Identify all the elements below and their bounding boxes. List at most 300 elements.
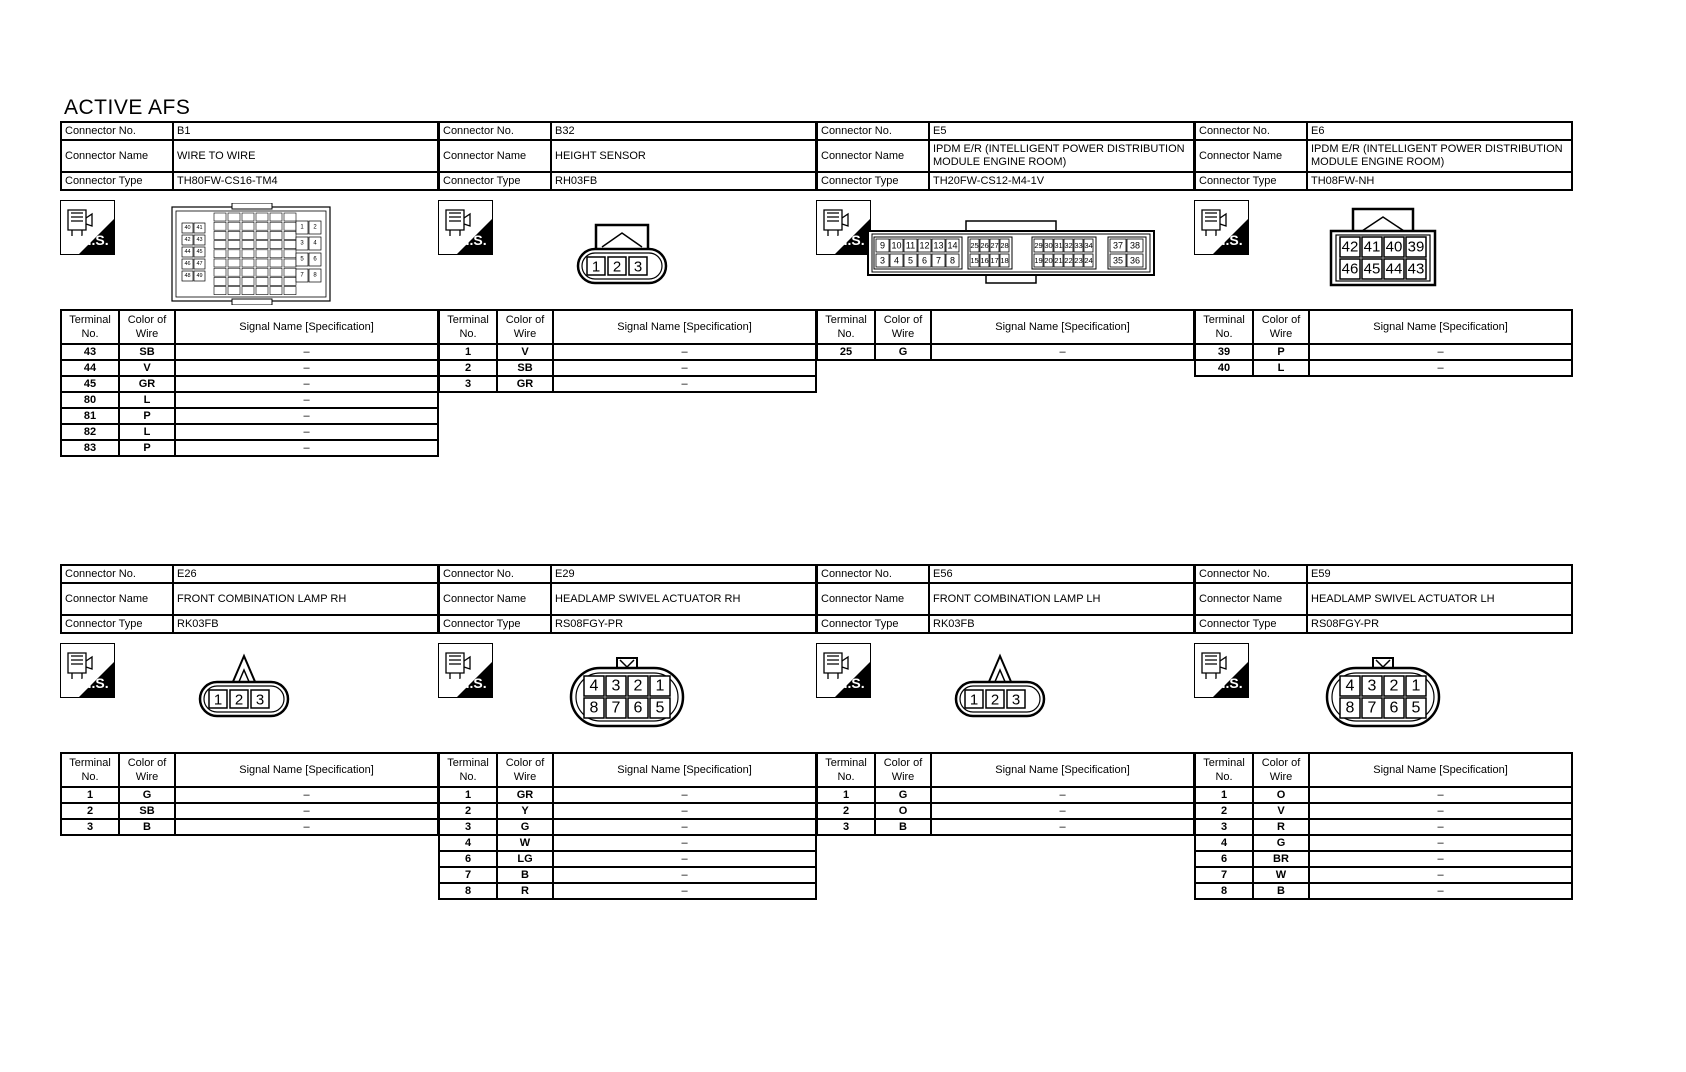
pin-label: 42 <box>1341 238 1359 256</box>
table-row <box>61 787 438 803</box>
pin-label: 9 <box>879 240 886 251</box>
connector-type-row <box>817 615 1194 633</box>
signal-name-cell: – <box>1309 883 1572 899</box>
pin-label: 24 <box>1084 256 1093 265</box>
pin-cavity <box>228 222 240 230</box>
pin-label: 31 <box>1054 241 1063 250</box>
connector-name-value: IPDM E/R (INTELLIGENT POWER DISTRIBUTION MODULE ENGINE ROOM) <box>1307 140 1572 172</box>
connector-no-row <box>439 565 816 583</box>
table-row <box>439 883 816 899</box>
terminal-no-cell: 81 <box>61 408 119 424</box>
pin-cavity <box>284 222 296 230</box>
pin-label: 20 <box>1044 256 1053 265</box>
signal-name-header: Signal Name [Specification] <box>931 753 1194 787</box>
terminal-no-header: Terminal No. <box>1195 310 1253 344</box>
terminal-header-row <box>817 753 1194 787</box>
signal-name-cell: – <box>553 851 816 867</box>
connector-no-row <box>817 122 1194 140</box>
hs-connector-icon <box>816 200 871 255</box>
connector-name-value: FRONT COMBINATION LAMP RH <box>173 583 438 615</box>
pin-cavity <box>214 222 226 230</box>
connector-no-value: B32 <box>551 122 816 140</box>
connector-face-B1 <box>170 203 332 305</box>
connector-face-E5 <box>866 219 1156 285</box>
wire-color-cell: L <box>119 392 175 408</box>
terminal-header-row <box>61 310 438 344</box>
pin-label: 7 <box>300 272 304 279</box>
hs-label: H.S. <box>837 232 865 248</box>
connector-type-label: Connector Type <box>61 172 173 190</box>
pin-cavity <box>214 231 226 239</box>
connector-header <box>1194 564 1573 634</box>
hs-label: H.S. <box>459 232 487 248</box>
connector-type-row <box>1195 172 1572 190</box>
signal-name-cell: – <box>175 787 438 803</box>
wire-color-cell: L <box>119 424 175 440</box>
pin-cavity <box>242 250 254 258</box>
table-row <box>817 803 1194 819</box>
connector-name-row <box>439 583 816 615</box>
pin-label: 8 <box>949 255 956 266</box>
pin-cavity <box>284 213 296 221</box>
connector-name-value: HEIGHT SENSOR <box>551 140 816 172</box>
connector-face-E26 <box>194 650 294 720</box>
pin-label: 6 <box>633 699 643 717</box>
terminal-no-header: Terminal No. <box>439 310 497 344</box>
connector-no-label: Connector No. <box>61 122 173 140</box>
pin-label: 19 <box>1034 256 1043 265</box>
pin-cavity <box>284 268 296 276</box>
pin-label: 5 <box>1411 699 1421 717</box>
pin-label: 39 <box>1407 238 1425 256</box>
connector-name-value: WIRE TO WIRE <box>173 140 438 172</box>
connector-name-label: Connector Name <box>817 140 929 172</box>
connector-block-b1 <box>60 121 439 466</box>
pin-label: 6 <box>313 256 317 263</box>
pin-label: 46 <box>1341 260 1359 278</box>
terminal-no-cell: 8 <box>439 883 497 899</box>
terminal-header-row <box>1195 310 1572 344</box>
pin-label: 18 <box>1000 256 1009 265</box>
signal-name-cell: – <box>175 819 438 835</box>
signal-name-cell: – <box>931 787 1194 803</box>
pin-label: 1 <box>1411 677 1421 695</box>
connector-no-label: Connector No. <box>439 122 551 140</box>
hs-label: H.S. <box>1215 675 1243 691</box>
table-row <box>61 803 438 819</box>
terminal-no-cell: 44 <box>61 360 119 376</box>
pin-label: 45 <box>196 249 203 255</box>
wire-color-cell: B <box>497 867 553 883</box>
connector-no-value: E56 <box>929 565 1194 583</box>
pin-label: 22 <box>1064 256 1073 265</box>
color-of-wire-header: Color of Wire <box>497 753 553 787</box>
connector-no-row <box>817 565 1194 583</box>
pin-label: 5 <box>655 699 665 717</box>
connector-name-value: HEADLAMP SWIVEL ACTUATOR RH <box>551 583 816 615</box>
wire-color-cell: W <box>1253 867 1309 883</box>
wire-color-cell: P <box>119 408 175 424</box>
pin-label: 8 <box>589 699 599 717</box>
pin-label: 41 <box>196 225 203 231</box>
pin-label: 3 <box>611 677 621 695</box>
wire-color-cell: P <box>1253 344 1309 360</box>
terminal-no-cell: 25 <box>817 344 875 360</box>
wire-color-cell: GR <box>497 376 553 392</box>
pin-cavity <box>214 250 226 258</box>
signal-name-cell: – <box>175 392 438 408</box>
table-row <box>1195 360 1572 376</box>
terminal-table <box>60 309 439 457</box>
pin-label: 41 <box>1363 238 1381 256</box>
terminal-no-cell: 2 <box>817 803 875 819</box>
table-row <box>1195 344 1572 360</box>
color-of-wire-header: Color of Wire <box>119 310 175 344</box>
pin-label: 43 <box>1407 260 1425 278</box>
pin-cavity <box>256 268 268 276</box>
pin-label: 36 <box>1129 255 1141 266</box>
pin-cavity <box>214 213 226 221</box>
table-row <box>61 819 438 835</box>
terminal-no-cell: 3 <box>1195 819 1253 835</box>
pin-label: 16 <box>980 256 989 265</box>
connector-type-row <box>817 172 1194 190</box>
signal-name-cell: – <box>175 376 438 392</box>
terminal-table <box>816 752 1195 836</box>
pin-label: 13 <box>933 240 944 251</box>
signal-name-header: Signal Name [Specification] <box>553 310 816 344</box>
pin-cavity <box>242 277 254 285</box>
pin-cavity <box>256 277 268 285</box>
connector-no-row <box>61 565 438 583</box>
pin-label: 26 <box>980 241 989 250</box>
wire-color-cell: SB <box>119 344 175 360</box>
connector-name-label: Connector Name <box>439 583 551 615</box>
connector-header <box>438 564 817 634</box>
connector-name-row <box>1195 140 1572 172</box>
pin-label: 1 <box>655 677 665 695</box>
pin-cavity <box>284 259 296 267</box>
pin-label: 44 <box>1385 260 1403 278</box>
signal-name-cell: – <box>553 787 816 803</box>
terminal-header-row <box>439 310 816 344</box>
connector-block-e26 <box>60 564 439 909</box>
terminal-no-cell: 7 <box>1195 867 1253 883</box>
terminal-no-cell: 80 <box>61 392 119 408</box>
pin-cavity <box>228 231 240 239</box>
signal-name-cell: – <box>175 440 438 456</box>
wire-color-cell: B <box>875 819 931 835</box>
connector-no-label: Connector No. <box>817 122 929 140</box>
hs-connector-icon <box>60 200 115 255</box>
pin-label: 21 <box>1054 256 1063 265</box>
terminal-no-header: Terminal No. <box>817 310 875 344</box>
pin-label: 47 <box>196 261 203 267</box>
pin-label: 37 <box>1112 240 1124 251</box>
connector-type-value: TH20FW-CS12-M4-1V <box>929 172 1194 190</box>
pin-cavity <box>256 213 268 221</box>
wire-color-cell: O <box>1253 787 1309 803</box>
connector-no-label: Connector No. <box>817 565 929 583</box>
signal-name-cell: – <box>1309 344 1572 360</box>
pin-cavity <box>242 287 254 295</box>
signal-name-cell: – <box>553 867 816 883</box>
hs-connector-icon <box>60 643 115 698</box>
connector-face-E6 <box>1328 207 1438 287</box>
table-row <box>439 803 816 819</box>
connector-name-label: Connector Name <box>1195 140 1307 172</box>
pin-cavity <box>214 277 226 285</box>
connector-block-e56 <box>816 564 1195 909</box>
table-row <box>817 344 1194 360</box>
connector-header <box>816 121 1195 191</box>
connector-name-label: Connector Name <box>61 583 173 615</box>
terminal-table <box>60 752 439 836</box>
terminal-table <box>1194 309 1573 377</box>
pin-cavity <box>228 268 240 276</box>
table-row <box>1195 819 1572 835</box>
pin-label: 8 <box>313 272 317 279</box>
pin-label: 46 <box>184 261 191 267</box>
connector-type-value: RS08FGY-PR <box>1307 615 1572 633</box>
terminal-table <box>438 752 817 900</box>
hs-label: H.S. <box>459 675 487 691</box>
pin-label: 38 <box>1129 240 1141 251</box>
color-of-wire-header: Color of Wire <box>875 753 931 787</box>
hs-label: H.S. <box>81 675 109 691</box>
signal-name-cell: – <box>553 835 816 851</box>
table-row <box>439 851 816 867</box>
pin-label: 3 <box>255 691 265 709</box>
color-of-wire-header: Color of Wire <box>1253 310 1309 344</box>
pin-label: 2 <box>1389 677 1399 695</box>
pin-cavity <box>228 241 240 249</box>
connector-no-row <box>1195 122 1572 140</box>
wire-color-cell: R <box>497 883 553 899</box>
pin-cavity <box>284 231 296 239</box>
terminal-no-cell: 4 <box>439 835 497 851</box>
pin-label: 3 <box>633 258 643 276</box>
wire-color-cell: GR <box>497 787 553 803</box>
table-row <box>817 819 1194 835</box>
signal-name-cell: – <box>175 408 438 424</box>
pin-label: 2 <box>612 258 622 276</box>
terminal-no-cell: 45 <box>61 376 119 392</box>
pin-label: 3 <box>300 240 304 247</box>
hs-connector-icon <box>1194 200 1249 255</box>
signal-name-cell: – <box>1309 835 1572 851</box>
connector-type-row <box>61 615 438 633</box>
terminal-header-row <box>439 753 816 787</box>
pin-label: 7 <box>1367 699 1377 717</box>
connector-name-label: Connector Name <box>1195 583 1307 615</box>
signal-name-cell: – <box>931 803 1194 819</box>
wire-color-cell: B <box>119 819 175 835</box>
table-row <box>1195 835 1572 851</box>
connector-type-row <box>61 172 438 190</box>
table-row <box>439 819 816 835</box>
pin-label: 2 <box>313 224 317 231</box>
wire-color-cell: V <box>497 344 553 360</box>
signal-name-cell: – <box>1309 803 1572 819</box>
color-of-wire-header: Color of Wire <box>875 310 931 344</box>
connector-header <box>438 121 817 191</box>
table-row <box>1195 787 1572 803</box>
page-title: ACTIVE AFS <box>64 96 191 119</box>
wire-color-cell: P <box>119 440 175 456</box>
terminal-no-cell: 2 <box>439 360 497 376</box>
table-row <box>439 787 816 803</box>
wire-color-cell: O <box>875 803 931 819</box>
wire-color-cell: SB <box>497 360 553 376</box>
pin-label: 3 <box>879 255 886 266</box>
terminal-no-cell: 4 <box>1195 835 1253 851</box>
terminal-no-cell: 3 <box>61 819 119 835</box>
table-row <box>61 360 438 376</box>
pin-cavity <box>228 250 240 258</box>
pin-label: 15 <box>970 256 979 265</box>
terminal-no-cell: 1 <box>61 787 119 803</box>
terminal-no-cell: 7 <box>439 867 497 883</box>
connector-type-value: RK03FB <box>173 615 438 633</box>
pin-label: 4 <box>313 240 317 247</box>
pin-label: 5 <box>300 256 304 263</box>
pin-label: 33 <box>1074 241 1083 250</box>
signal-name-cell: – <box>1309 787 1572 803</box>
table-row <box>439 344 816 360</box>
pin-cavity <box>270 222 282 230</box>
table-row <box>1195 883 1572 899</box>
terminal-no-cell: 3 <box>439 819 497 835</box>
pin-cavity <box>256 241 268 249</box>
connector-name-row <box>817 583 1194 615</box>
pin-cavity <box>256 231 268 239</box>
hs-connector-icon <box>816 643 871 698</box>
terminal-no-header: Terminal No. <box>1195 753 1253 787</box>
pin-cavity <box>242 259 254 267</box>
terminal-header-row <box>1195 753 1572 787</box>
pin-label: 30 <box>1044 241 1053 250</box>
color-of-wire-header: Color of Wire <box>119 753 175 787</box>
color-of-wire-header: Color of Wire <box>1253 753 1309 787</box>
signal-name-cell: – <box>1309 360 1572 376</box>
pin-cavity <box>228 287 240 295</box>
wire-color-cell: G <box>875 787 931 803</box>
pin-label: 4 <box>1345 677 1355 695</box>
terminal-no-cell: 43 <box>61 344 119 360</box>
pin-cavity <box>256 259 268 267</box>
terminal-no-cell: 1 <box>439 787 497 803</box>
pin-cavity <box>270 231 282 239</box>
signal-name-cell: – <box>553 819 816 835</box>
pin-cavity <box>270 259 282 267</box>
connector-block-b32 <box>438 121 817 466</box>
pin-cavity <box>242 231 254 239</box>
terminal-table <box>1194 752 1573 900</box>
wire-color-cell: LG <box>497 851 553 867</box>
connector-name-row <box>817 140 1194 172</box>
terminal-no-cell: 6 <box>1195 851 1253 867</box>
connector-face-B32 <box>572 217 672 287</box>
table-row <box>1195 867 1572 883</box>
pin-cavity <box>256 222 268 230</box>
pin-cavity <box>228 277 240 285</box>
pin-cavity <box>228 259 240 267</box>
pin-label: 3 <box>1367 677 1377 695</box>
wire-color-cell: V <box>1253 803 1309 819</box>
terminal-no-cell: 40 <box>1195 360 1253 376</box>
connector-type-label: Connector Type <box>817 615 929 633</box>
signal-name-cell: – <box>1309 867 1572 883</box>
wire-color-cell: V <box>119 360 175 376</box>
color-of-wire-header: Color of Wire <box>497 310 553 344</box>
table-row <box>1195 803 1572 819</box>
terminal-no-cell: 2 <box>439 803 497 819</box>
signal-name-header: Signal Name [Specification] <box>175 753 438 787</box>
signal-name-cell: – <box>175 803 438 819</box>
pin-cavity <box>214 287 226 295</box>
signal-name-cell: – <box>1309 851 1572 867</box>
signal-name-header: Signal Name [Specification] <box>1309 310 1572 344</box>
key-box <box>232 203 272 209</box>
connector-name-row <box>439 140 816 172</box>
table-row <box>61 424 438 440</box>
table-row <box>61 376 438 392</box>
pin-label: 12 <box>919 240 930 251</box>
terminal-header-row <box>61 753 438 787</box>
connector-name-label: Connector Name <box>817 583 929 615</box>
connector-header <box>816 564 1195 634</box>
connector-name-value: IPDM E/R (INTELLIGENT POWER DISTRIBUTION MODULE ENGINE ROOM) <box>929 140 1194 172</box>
connector-type-label: Connector Type <box>817 172 929 190</box>
connector-block-e29 <box>438 564 817 909</box>
pin-label: 35 <box>1112 255 1124 266</box>
connector-type-value: RH03FB <box>551 172 816 190</box>
connector-name-value: HEADLAMP SWIVEL ACTUATOR LH <box>1307 583 1572 615</box>
key-box <box>966 221 1056 231</box>
signal-name-cell: – <box>553 376 816 392</box>
connector-type-label: Connector Type <box>61 615 173 633</box>
pin-label: 32 <box>1064 241 1073 250</box>
pin-label: 25 <box>970 241 979 250</box>
pin-label: 40 <box>1385 238 1403 256</box>
pin-label: 1 <box>213 691 223 709</box>
connector-type-value: TH08FW-NH <box>1307 172 1572 190</box>
connector-face-E59 <box>1324 656 1442 730</box>
pin-label: 34 <box>1084 241 1093 250</box>
latch-tab <box>232 299 272 305</box>
hs-label: H.S. <box>837 675 865 691</box>
pin-label: 1 <box>969 691 979 709</box>
connector-name-row <box>61 140 438 172</box>
wire-color-cell: GR <box>119 376 175 392</box>
signal-name-header: Signal Name [Specification] <box>553 753 816 787</box>
pin-cavity <box>284 287 296 295</box>
signal-name-cell: – <box>175 360 438 376</box>
wire-color-cell: Y <box>497 803 553 819</box>
connector-no-value: E5 <box>929 122 1194 140</box>
connector-no-label: Connector No. <box>61 565 173 583</box>
wire-color-cell: SB <box>119 803 175 819</box>
table-row <box>61 408 438 424</box>
terminal-table <box>816 309 1195 361</box>
pin-cavity <box>270 213 282 221</box>
signal-name-header: Signal Name [Specification] <box>1309 753 1572 787</box>
table-row <box>1195 851 1572 867</box>
connector-type-label: Connector Type <box>439 172 551 190</box>
table-row <box>817 787 1194 803</box>
terminal-no-cell: 39 <box>1195 344 1253 360</box>
